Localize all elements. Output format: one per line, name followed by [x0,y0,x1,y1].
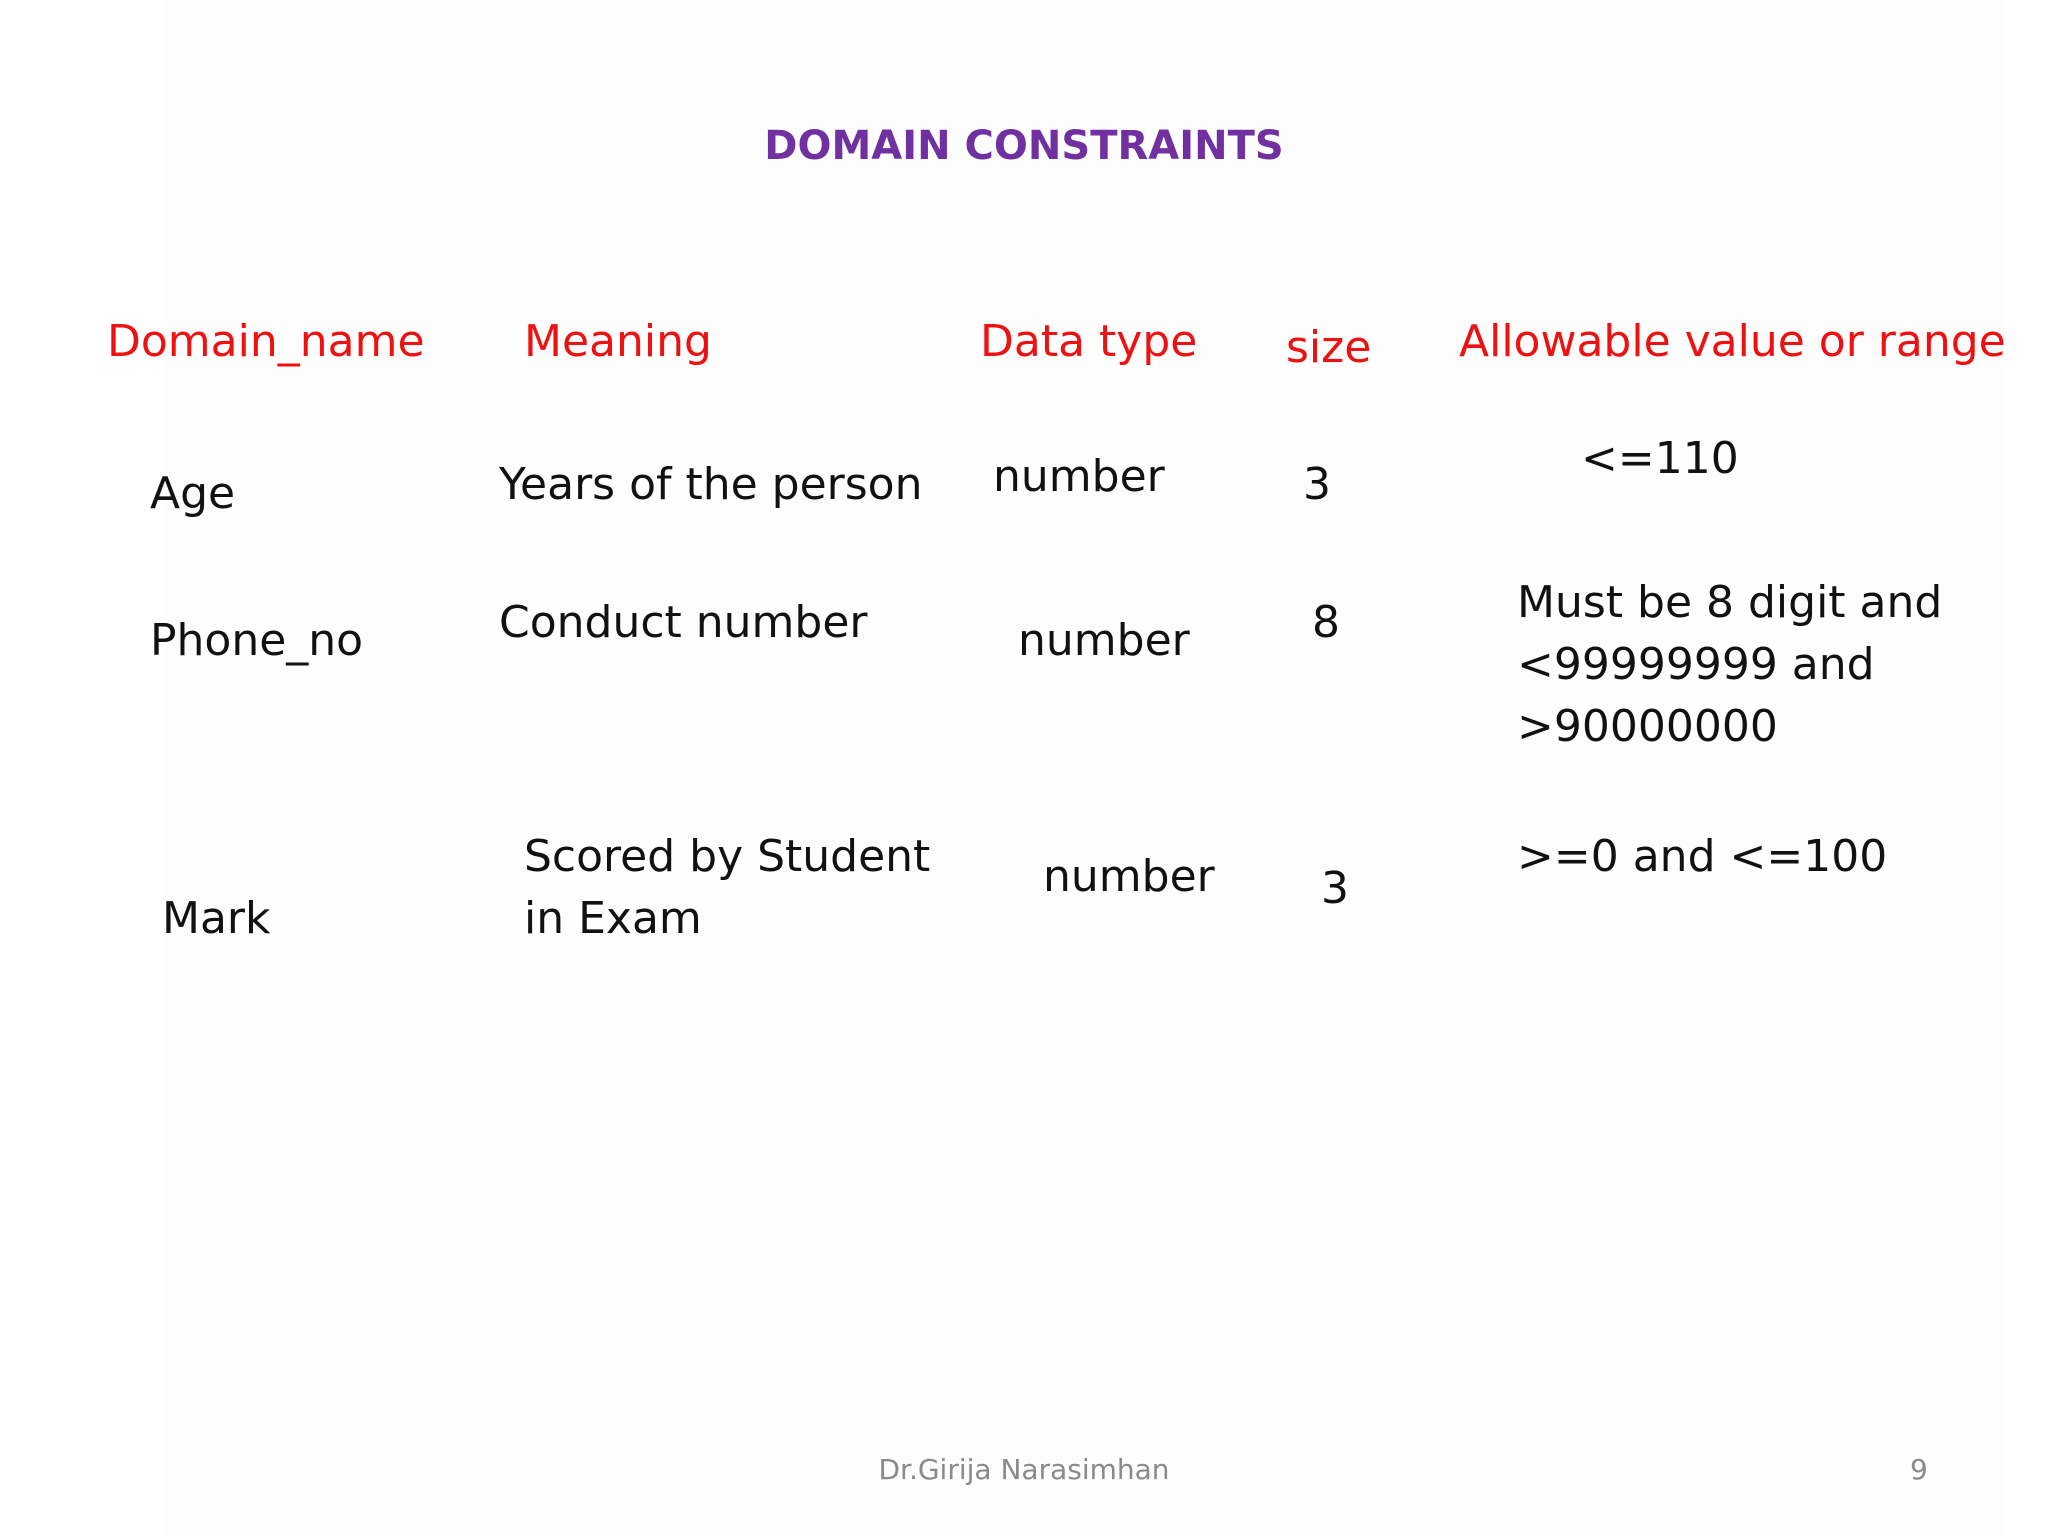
row-mark-size: 3 [1321,863,1349,914]
header-size: size [1286,322,1372,373]
header-data-type: Data type [980,316,1198,367]
row-age-size: 3 [1303,459,1331,510]
row-mark-meaning-line-1: Scored by Student [524,831,931,882]
footer-page-number: 9 [1910,1453,1928,1486]
row-phone-data-type: number [1018,615,1190,666]
row-age-meaning: Years of the person [499,459,923,510]
row-age-data-type: number [993,451,1165,502]
footer-author: Dr.Girija Narasimhan [878,1453,1170,1486]
row-mark-domain-name: Mark [162,893,271,944]
row-age-domain-name: Age [150,468,236,519]
header-allowable-value: Allowable value or range [1459,316,2006,367]
row-phone-size: 8 [1312,597,1340,648]
row-phone-allowable-line-1: Must be 8 digit and [1517,577,1943,628]
slide-background-panel [162,0,2004,1536]
header-meaning: Meaning [524,316,712,367]
row-mark-data-type: number [1043,851,1215,902]
row-phone-domain-name: Phone_no [150,615,364,666]
row-phone-allowable-line-3: >90000000 [1517,701,1778,752]
header-domain-name: Domain_name [107,316,425,367]
row-phone-meaning: Conduct number [499,597,868,648]
row-mark-allowable: >=0 and <=100 [1517,831,1888,882]
slide-title: DOMAIN CONSTRAINTS [764,123,1284,169]
row-phone-allowable-line-2: <99999999 and [1517,639,1875,690]
row-mark-meaning-line-2: in Exam [524,893,702,944]
row-age-allowable: <=110 [1581,433,1739,484]
